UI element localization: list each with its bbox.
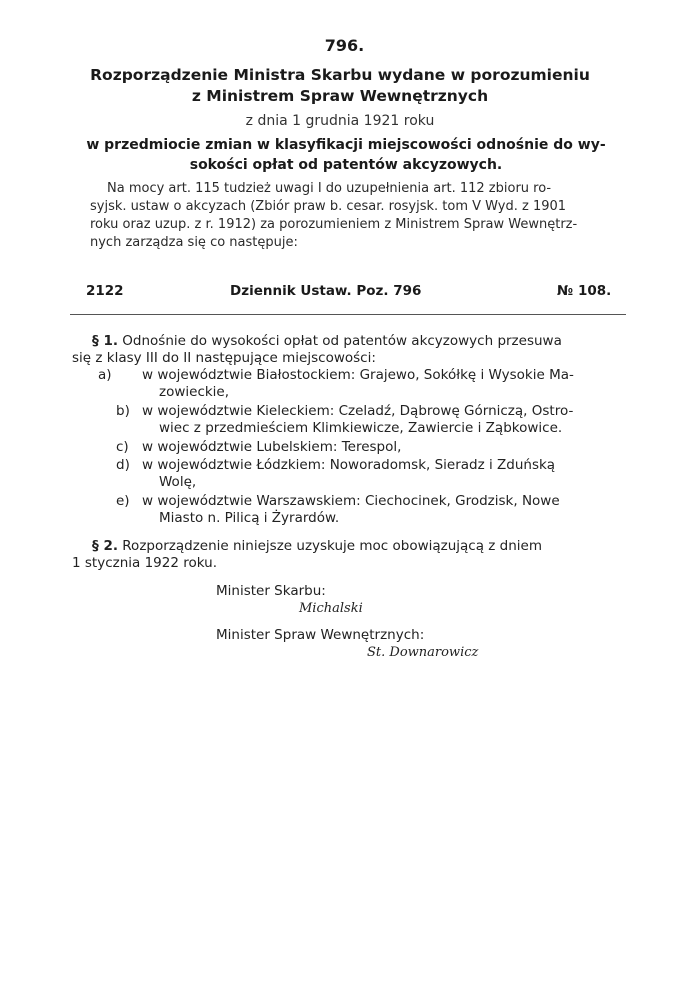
section-2-text: Rozporządzenie niniejsze uzyskuje moc obowiązującą z dniem bbox=[122, 538, 543, 554]
signature-finance: Michalski bbox=[299, 601, 363, 616]
item-b-letter: b) bbox=[116, 403, 130, 419]
running-page-number: 2122 bbox=[86, 283, 124, 299]
section-2-line-1 bbox=[92, 538, 542, 554]
section-1-text: Odnośnie do wysokości opłat od patentów akcyzowych przesuwa bbox=[122, 333, 562, 349]
item-a-line-1: w województwie Białostockiem: Grajewo, Sokółkę i Wysokie Ma- bbox=[142, 367, 574, 383]
running-journal-title: Dziennik Ustaw. Poz. 796 bbox=[230, 283, 422, 299]
title-line-2: z Ministrem Spraw Wewnętrznych bbox=[191, 87, 489, 105]
decree-date: z dnia 1 grudnia 1921 roku bbox=[245, 113, 435, 129]
item-b-line-2: wiec z przedmieściem Klimkiewicze, Zawiercie i Ząbkowice. bbox=[159, 420, 563, 436]
item-d-line-1: w województwie Łódzkiem: Noworadomsk, Sieradz i Zduńską bbox=[142, 457, 556, 473]
item-d-letter: d) bbox=[116, 457, 130, 473]
subject-line-2: sokości opłat od patentów akcyzowych. bbox=[189, 157, 503, 173]
item-e-line-1: w województwie Warszawskiem: Ciechocinek, Grodzisk, Nowe bbox=[142, 493, 560, 509]
running-issue-number: № 108. bbox=[557, 283, 612, 299]
section-1-mark: § 1. bbox=[92, 333, 118, 349]
item-c-letter: c) bbox=[116, 439, 129, 455]
intro-line-3: roku oraz uzup. z r. 1912) za porozumieniem z Ministrem Spraw Wewnętrz- bbox=[90, 217, 578, 232]
intro-line-1: Na mocy art. 115 tudzież uwagi I do uzupełnienia art. 112 zbioru ro- bbox=[107, 181, 552, 196]
item-c-line-1: w województwie Lubelskiem: Terespol, bbox=[142, 439, 402, 455]
item-b-line-1: w województwie Kieleckiem: Czeladź, Dąbrowę Górniczą, Ostro- bbox=[142, 403, 574, 419]
header-divider bbox=[70, 314, 626, 315]
section-2-line-2: 1 stycznia 1922 roku. bbox=[72, 555, 217, 571]
section-2-mark: § 2. bbox=[92, 538, 118, 554]
title-line-1: Rozporządzenie Ministra Skarbu wydane w porozumieniu bbox=[90, 66, 590, 84]
intro-line-2: syjsk. ustaw o akcyzach (Zbiór praw b. cesar. rosyjsk. tom V Wyd. z 1901 bbox=[90, 199, 567, 214]
item-d-line-2: Wolę, bbox=[159, 474, 197, 490]
position-number: 796. bbox=[324, 36, 365, 55]
section-1-line-2: się z klasy III do II następujące miejscowości: bbox=[72, 350, 376, 366]
subject-line-1: w przedmiocie zmian w klasyfikacji miejscowości odnośnie do wy- bbox=[86, 137, 606, 153]
item-e-line-2: Miasto n. Pilicą i Żyrardów. bbox=[159, 510, 340, 526]
signature-interior: St. Downarowicz bbox=[367, 645, 479, 660]
section-1-line-1 bbox=[92, 333, 562, 349]
signatory-role-finance: Minister Skarbu: bbox=[216, 583, 326, 599]
item-a-line-2: zowieckie, bbox=[159, 384, 230, 400]
intro-line-4: nych zarządza się co następuje: bbox=[90, 235, 298, 250]
signatory-role-interior: Minister Spraw Wewnętrznych: bbox=[216, 627, 425, 643]
item-a-letter: a) bbox=[98, 367, 112, 383]
item-e-letter: e) bbox=[116, 493, 130, 509]
